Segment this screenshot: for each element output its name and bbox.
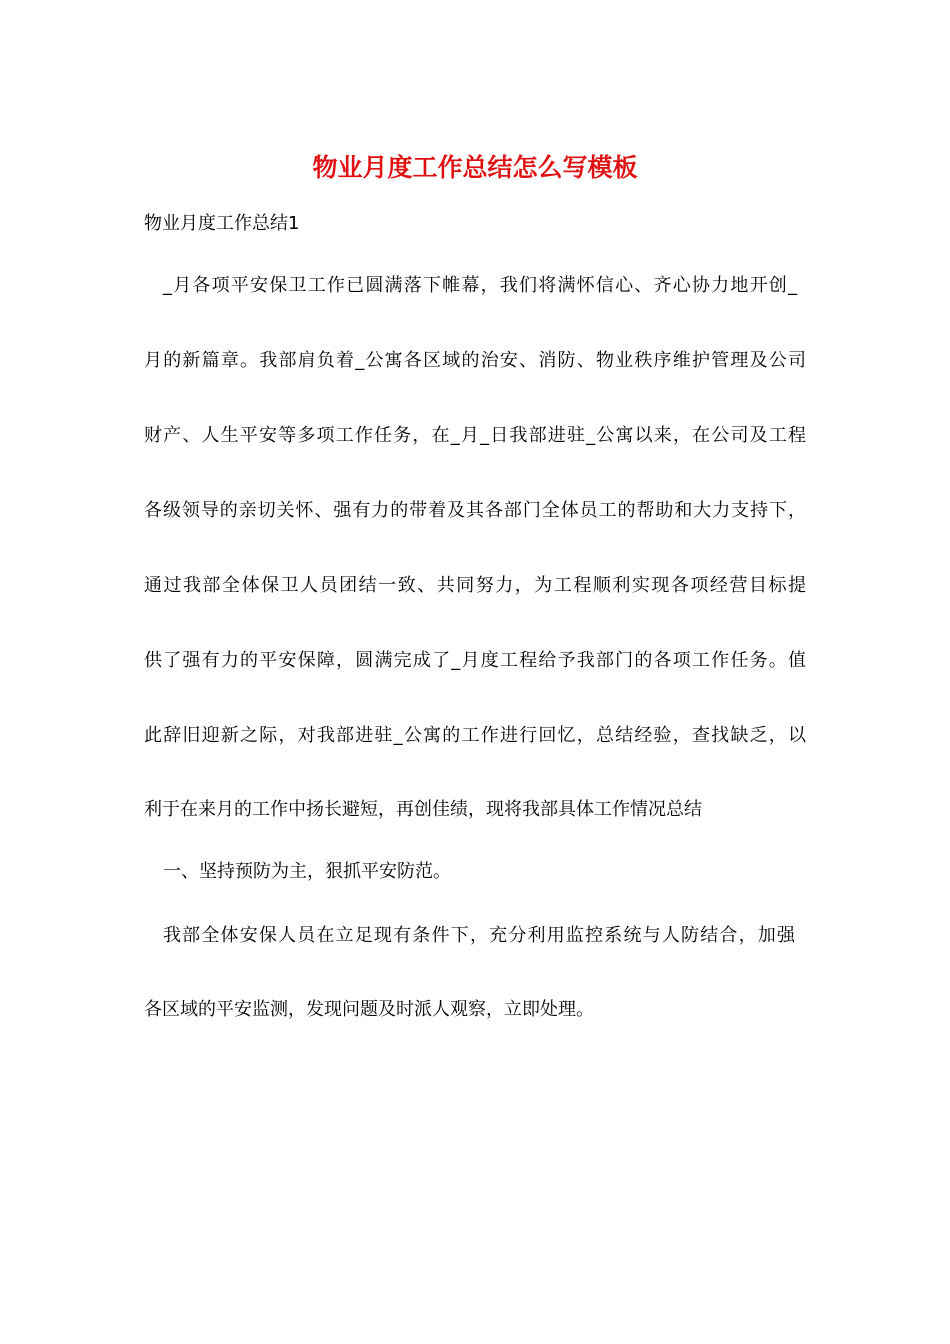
paragraph1-line8: 利于在来月的工作中扬长避短，再创佳绩，现将我部具体工作情况总结 xyxy=(144,799,702,820)
paragraph2-line2: 各区域的平安监测，发现问题及时派人观察，立即处理。 xyxy=(144,999,594,1020)
paragraph1-line3: 财产、人生平安等多项工作任务，在_月_日我部进驻_公寓以来，在公司及工程 xyxy=(144,425,806,446)
paragraph2-line1: 我部全体安保人员在立足现有条件下，充分利用监控系统与人防结合，加强 xyxy=(163,925,795,946)
paragraph1-line4: 各级领导的亲切关怀、强有力的带着及其各部门全体员工的帮助和大力支持下， xyxy=(144,500,806,521)
document-subtitle: 物业月度工作总结1 xyxy=(144,213,300,234)
paragraph1-line1: _月各项平安保卫工作已圆满落下帷幕，我们将满怀信心、齐心协力地开创_ xyxy=(163,275,797,296)
section1-heading: 一、坚持预防为主，狠抓平安防范。 xyxy=(163,861,451,882)
paragraph1-line2: 月的新篇章。我部肩负着_公寓各区域的治安、消防、物业秩序维护管理及公司 xyxy=(144,350,806,371)
paragraph1-line5: 通过我部全体保卫人员团结一致、共同努力，为工程顺利实现各项经营目标提 xyxy=(144,575,806,596)
document-title: 物业月度工作总结怎么写模板 xyxy=(312,153,638,182)
paragraph1-line6: 供了强有力的平安保障，圆满完成了_月度工程给予我部门的各项工作任务。值 xyxy=(144,650,806,671)
paragraph1-line7: 此辞旧迎新之际，对我部进驻_公寓的工作进行回忆，总结经验，查找缺乏，以 xyxy=(144,725,806,746)
